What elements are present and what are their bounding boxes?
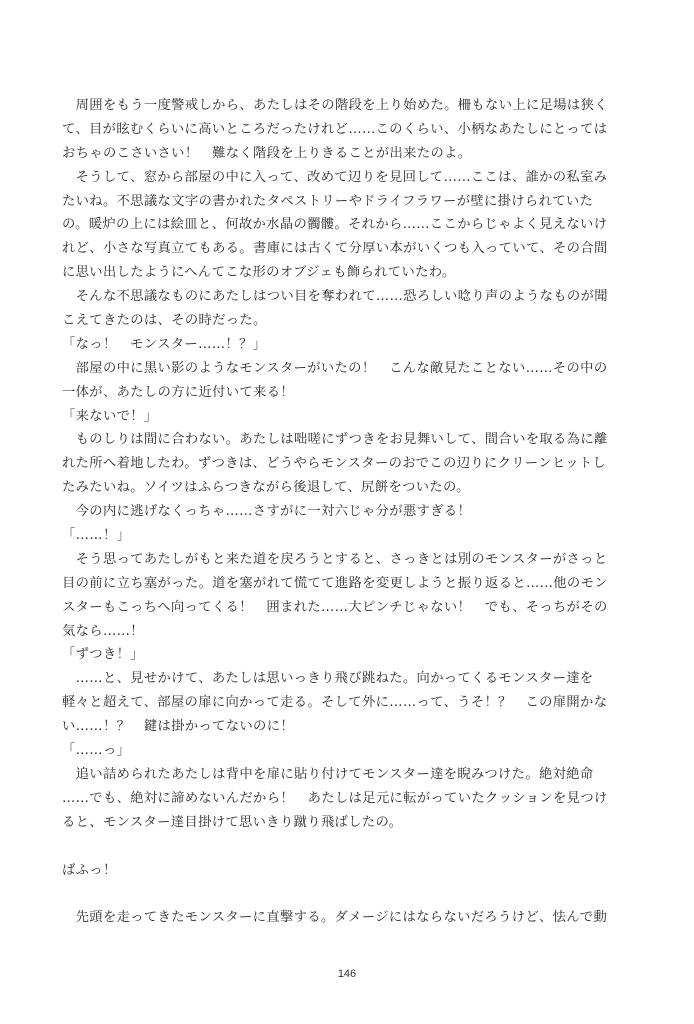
text-line: スターもこっちへ向ってくる！ 囲まれた……大ピンチじゃない！ でも、そっちがその bbox=[62, 599, 608, 615]
text-line: ……でも、絶対に諦めないんだから！ あたしは足元に転がっていたクッションを見つけ bbox=[62, 790, 608, 806]
text-line: ものしりは間に合わない。あたしは咄嗟にずつきをお見舞いして、間合いを取る為に離 bbox=[62, 432, 608, 448]
text-line: の。暖炉の上には絵皿と、何故か水晶の髑髏。それから……ここからじゃよく見えないけ bbox=[62, 217, 608, 233]
text-line: 「来ないで！」 bbox=[62, 408, 158, 424]
page-number: 146 bbox=[337, 968, 357, 980]
text-line: 「なっ！ モンスター……！？」 bbox=[62, 336, 267, 352]
text-line: 軽々と超えて、部屋の扉に向かって走る。そして外に……って、うそ！？ この扉開かな bbox=[62, 695, 608, 711]
text-line: 先頭を走ってきたモンスターに直撃する。ダメージにはならないだろうけど、怯んで動 bbox=[62, 910, 608, 926]
text-line: ると、モンスター達目掛けて思いきり蹴り飛ばしたの。 bbox=[62, 814, 403, 830]
text-line: 追い詰められたあたしは背中を扉に貼り付けてモンスター達を睨みつけた。絶対絶命 bbox=[62, 766, 594, 782]
text-line: そんな不思議なものにあたしはつい目を奪われて……恐ろしい唸り声のようなものが聞 bbox=[62, 289, 608, 305]
text-line: い……！？ 鍵は掛かってないのに！ bbox=[62, 719, 294, 735]
text-line: 「ずつき！」 bbox=[62, 647, 144, 663]
blank-line bbox=[62, 882, 634, 906]
text-line: そう思ってあたしがもと来た道を戻ろうとすると、さっきとは別のモンスターがさっと bbox=[62, 551, 608, 567]
text-line: おちゃのこさいさい！ 難なく階段を上りきることが出来たのよ。 bbox=[62, 145, 472, 161]
text-line: 「……！」 bbox=[62, 528, 131, 544]
text-line: たみたいね。ソイツはふらつきながら後退して、尻餅をついたの。 bbox=[62, 480, 470, 496]
body-text bbox=[62, 94, 634, 930]
text-line: たいね。不思議な文字の書かれたタペストリーやドライフラワーが壁に掛けられていた bbox=[62, 193, 594, 209]
text-line: 周囲をもう一度警戒しから、あたしはその階段を上り始めた。柵もない上に足場は狭く bbox=[62, 98, 608, 113]
text-line: ……と、見せかけて、あたしは思いっきり飛び跳ねた。向かってくるモンスター達を bbox=[62, 671, 594, 687]
blank-line bbox=[62, 835, 634, 859]
text-line: れど、小さな写真立てもある。書庫には古くて分厚い本がいくつも入っていて、その合間 bbox=[62, 241, 608, 257]
text-line: こえてきたのは、その時だった。 bbox=[62, 313, 267, 329]
text-line: 目の前に立ち塞がった。道を塞がれて慌てて進路を変更しようと振り返ると……他のモン bbox=[62, 575, 608, 591]
text-line: 今の内に逃げなくっちゃ……さすがに一対六じゃ分が悪すぎる！ bbox=[62, 504, 472, 520]
text-line: 「……っ」 bbox=[62, 743, 131, 759]
text-line: 部屋の中に黒い影のようなモンスターがいたの！ こんな敵見たことない……その中の bbox=[62, 360, 608, 376]
text-line: れた所へ着地したわ。ずつきは、どうやらモンスターのおでこの辺りにクリーンヒットし bbox=[62, 456, 607, 472]
text-line: 一体が、あたしの方に近付いて来る！ bbox=[62, 384, 294, 400]
text-line: て、目が眩むくらいに高いところだったけれど……このくらい、小柄なあたしにとっては bbox=[62, 121, 608, 137]
text-line: そうして、窓から部屋の中に入って、改めて辺りを見回して……ここは、誰かの私室み bbox=[62, 169, 608, 185]
text-line: 気なら……！ bbox=[62, 623, 144, 639]
text-line: ばふっ！ bbox=[62, 862, 117, 878]
text-line: に思い出したようにへんてこな形のオブジェも飾られていたわ。 bbox=[62, 265, 456, 281]
